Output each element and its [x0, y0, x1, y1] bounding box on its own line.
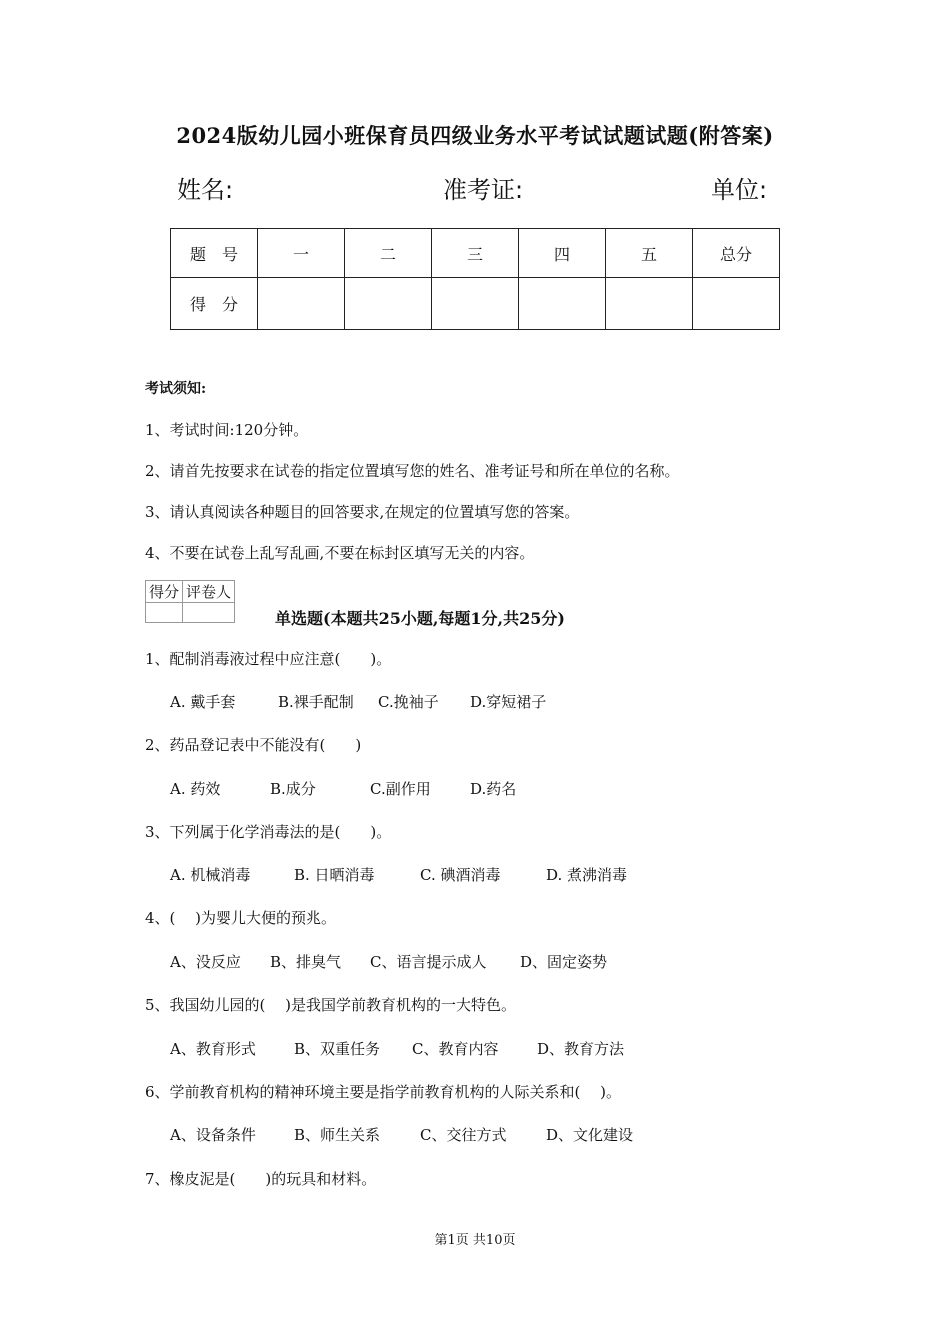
page-footer: 第1页 共10页 [434, 1233, 516, 1248]
score-input-cell[interactable] [693, 278, 780, 330]
score-header-cell: 题 号 [171, 229, 258, 278]
score-header-cell: 二 [345, 229, 432, 278]
section-title: 单选题(本题共25小题,每题1分,共25分) [275, 609, 565, 628]
score-header-cell: 总分 [693, 229, 780, 278]
option-d[interactable]: D.药名 [470, 780, 517, 798]
exam-id-field-label: 准考证: [443, 176, 524, 204]
score-header-cell: 四 [519, 229, 606, 278]
grader-reviewer-label: 评卷人 [183, 581, 235, 603]
option-a[interactable]: A. 戴手套 [170, 693, 236, 711]
score-header-cell: 一 [258, 229, 345, 278]
option-b[interactable]: B. 日晒消毒 [294, 866, 375, 884]
option-d[interactable]: D.穿短裙子 [470, 693, 547, 711]
option-c[interactable]: C. 碘酒消毒 [420, 866, 501, 884]
question-text: 2、药品登记表中不能没有( ) [145, 736, 362, 754]
unit-field-label: 单位: [711, 176, 768, 204]
question-text: 4、( )为婴儿大便的预兆。 [145, 909, 337, 927]
grader-reviewer-cell[interactable] [183, 603, 235, 623]
question-text: 1、配制消毒液过程中应注意( )。 [145, 650, 392, 668]
notice-item: 2、请首先按要求在试卷的指定位置填写您的姓名、准考证号和所在单位的名称。 [145, 462, 680, 480]
score-table-header-row [171, 229, 780, 278]
option-c[interactable]: C、语言提示成人 [370, 953, 487, 971]
option-a[interactable]: A、设备条件 [170, 1126, 256, 1144]
notice-heading: 考试须知: [145, 381, 207, 397]
score-table [170, 228, 780, 330]
score-row-label: 得 分 [171, 278, 258, 330]
score-input-cell[interactable] [258, 278, 345, 330]
option-d[interactable]: D、固定姿势 [520, 953, 608, 971]
notice-item: 3、请认真阅读各种题目的回答要求,在规定的位置填写您的答案。 [145, 503, 580, 521]
page-title: 2024版幼儿园小班保育员四级业务水平考试试题试题(附答案) [176, 123, 774, 148]
option-b[interactable]: B、排臭气 [270, 953, 342, 971]
score-input-cell[interactable] [519, 278, 606, 330]
option-a[interactable]: A、没反应 [170, 953, 241, 971]
grader-box [145, 580, 235, 623]
option-b[interactable]: B、师生关系 [294, 1126, 381, 1144]
question-text: 7、橡皮泥是( )的玩具和材料。 [145, 1170, 377, 1188]
option-c[interactable]: C、教育内容 [412, 1040, 499, 1058]
option-c[interactable]: C、交往方式 [420, 1126, 507, 1144]
score-header-cell: 五 [606, 229, 693, 278]
option-d[interactable]: D. 煮沸消毒 [546, 866, 628, 884]
question-text: 3、下列属于化学消毒法的是( )。 [145, 823, 392, 841]
option-b[interactable]: B.裸手配制 [278, 693, 354, 711]
score-input-cell[interactable] [345, 278, 432, 330]
score-header-cell: 三 [432, 229, 519, 278]
notice-item: 4、不要在试卷上乱写乱画,不要在标封区填写无关的内容。 [145, 544, 535, 562]
score-table-score-row [171, 278, 780, 330]
option-a[interactable]: A. 药效 [170, 780, 221, 798]
question-text: 6、学前教育机构的精神环境主要是指学前教育机构的人际关系和( )。 [145, 1083, 622, 1101]
grader-score-cell[interactable] [146, 603, 183, 623]
grader-score-label: 得分 [146, 581, 183, 603]
name-field-label: 姓名: [177, 176, 234, 204]
option-d[interactable]: D、教育方法 [537, 1040, 625, 1058]
option-b[interactable]: B.成分 [270, 780, 316, 798]
score-input-cell[interactable] [606, 278, 693, 330]
score-input-cell[interactable] [432, 278, 519, 330]
option-b[interactable]: B、双重任务 [294, 1040, 381, 1058]
option-c[interactable]: C.副作用 [370, 780, 431, 798]
option-d[interactable]: D、文化建设 [546, 1126, 634, 1144]
notice-item: 1、考试时间:120分钟。 [145, 421, 309, 439]
question-text: 5、我国幼儿园的( )是我国学前教育机构的一大特色。 [145, 996, 517, 1014]
option-a[interactable]: A、教育形式 [170, 1040, 256, 1058]
option-c[interactable]: C.挽袖子 [378, 693, 439, 711]
option-a[interactable]: A. 机械消毒 [170, 866, 251, 884]
